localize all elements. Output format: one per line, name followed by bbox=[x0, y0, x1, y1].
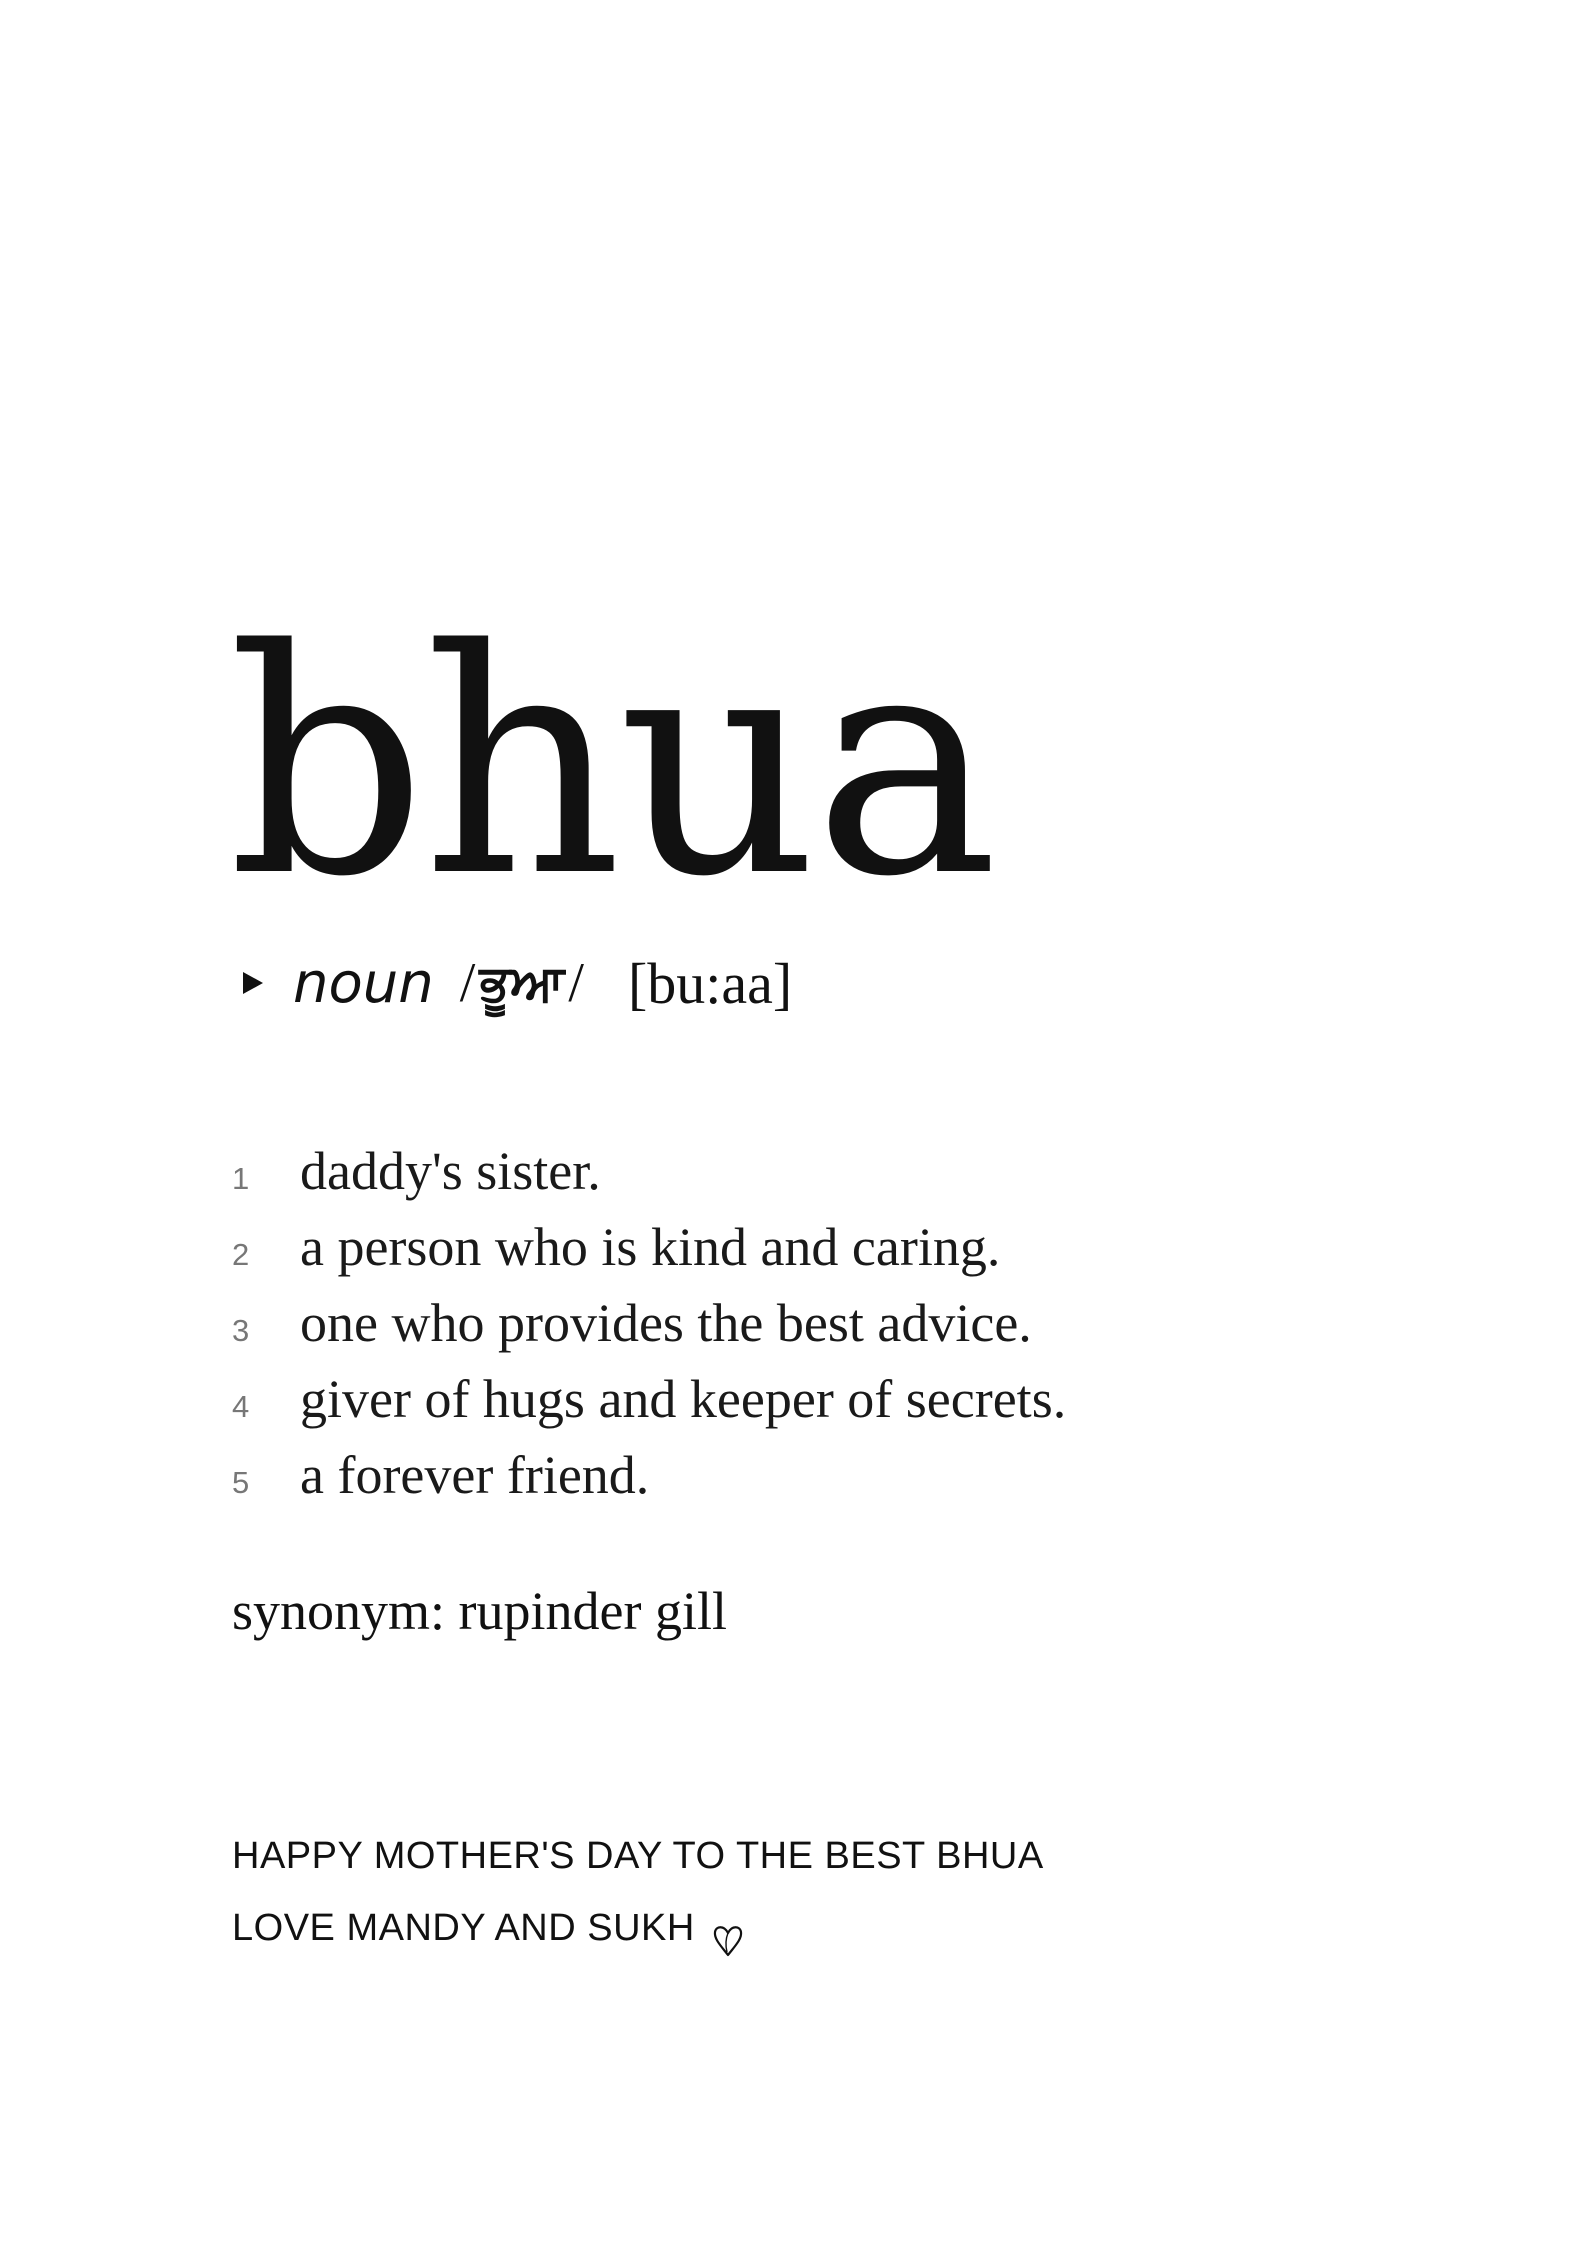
definition-text: a person who is kind and caring. bbox=[300, 1217, 1001, 1277]
definition-number: 3 bbox=[232, 1313, 250, 1348]
transliteration: [bu:aa] bbox=[627, 950, 793, 1016]
heart-icon bbox=[711, 1910, 745, 1946]
message-line-1 bbox=[232, 1820, 1044, 1892]
dedication-message bbox=[232, 1820, 1044, 1964]
definition-number: 5 bbox=[232, 1465, 250, 1500]
pronunciation-line bbox=[243, 948, 792, 1018]
definition-list bbox=[232, 1140, 1066, 1520]
definition-item bbox=[232, 1140, 1066, 1216]
definition-text: giver of hugs and keeper of secrets. bbox=[300, 1369, 1067, 1429]
headword: bhua bbox=[228, 584, 995, 945]
definition-item bbox=[232, 1368, 1066, 1444]
message-text-2: LOVE MANDY AND SUKH bbox=[232, 1907, 695, 1949]
definition-number: 4 bbox=[232, 1389, 250, 1424]
definition-number: 1 bbox=[232, 1161, 250, 1196]
slash-close: / bbox=[568, 952, 584, 1014]
synonym-line: synonym: rupinder gill bbox=[232, 1581, 727, 1641]
definition-item bbox=[232, 1216, 1066, 1292]
gurmukhi-spelling: ਭੂਆ bbox=[479, 953, 565, 1012]
part-of-speech: noun bbox=[293, 950, 434, 1016]
definition-number: 2 bbox=[232, 1237, 250, 1272]
message-text-1: HAPPY MOTHER'S DAY TO THE BEST BHUA bbox=[232, 1835, 1044, 1877]
definition-text: daddy's sister. bbox=[300, 1141, 601, 1201]
triangle-pointer-icon bbox=[243, 972, 263, 994]
definition-text: a forever friend. bbox=[300, 1445, 650, 1505]
definition-item bbox=[232, 1292, 1066, 1368]
definition-item bbox=[232, 1444, 1066, 1520]
message-line-2 bbox=[232, 1892, 1044, 1964]
slash-open: / bbox=[459, 952, 476, 1014]
definition-text: one who provides the best advice. bbox=[300, 1293, 1032, 1353]
